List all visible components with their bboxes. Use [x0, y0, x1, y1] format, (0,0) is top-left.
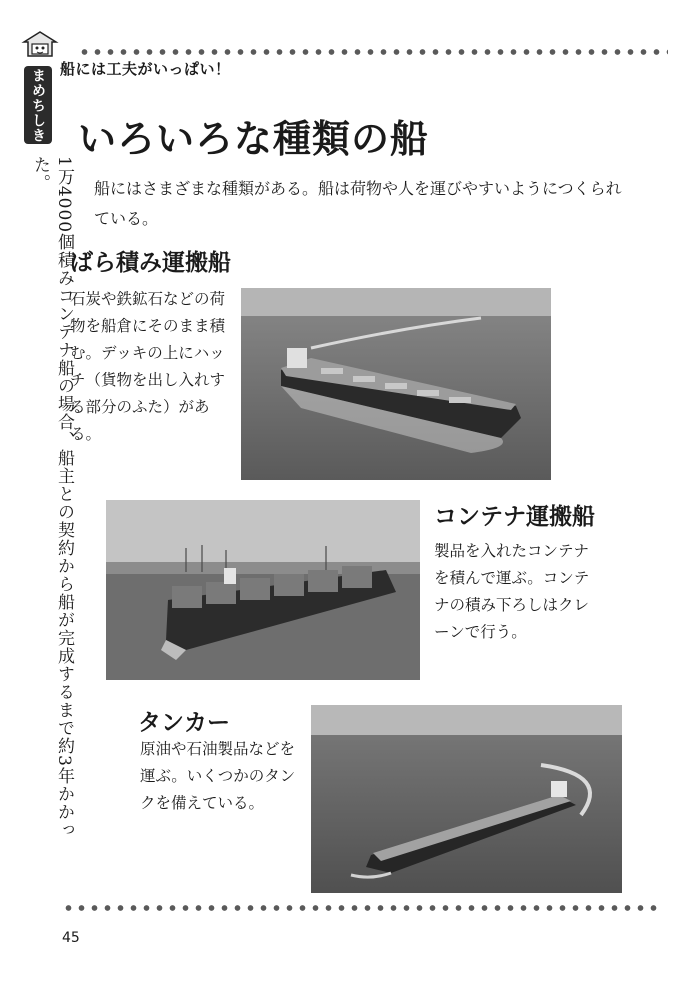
- category-badge: まめちしき: [24, 66, 52, 144]
- section-text-bulk-carrier: 石炭や鉄鉱石などの荷物を船倉にそのまま積む。デッキの上にハッチ（貨物を出し入れする部分のふた）がある。: [70, 290, 226, 443]
- section-heading-tanker: タンカー: [138, 710, 230, 736]
- dotted-divider-bottom: [62, 904, 662, 912]
- side-note: 1万4000個積みコンテナ船の場合、船主との契約から船が完成するまで約3年かかった。: [30, 156, 74, 839]
- section-text-tanker: 原油や石油製品などを運ぶ。いくつかのタンクを備えている。: [140, 740, 296, 812]
- header-title: 船には工夫がいっぱい！: [60, 60, 231, 78]
- intro-text: 船にはさまざまな種類がある。船は荷物や人を運びやすいようにつくられている。: [94, 179, 622, 228]
- section-heading-bulk-carrier: ばら積み運搬船: [70, 250, 231, 276]
- section-heading-container-ship: コンテナ運搬船: [434, 504, 595, 530]
- mascot-character-icon: [20, 28, 60, 60]
- tanker-photo: [311, 705, 622, 893]
- page-number: 45: [62, 930, 80, 946]
- container-ship-photo: [106, 500, 420, 680]
- section-text-container-ship: 製品を入れたコンテナを積んで運ぶ。コンテナの積み下ろしはクレーンで行う。: [434, 542, 590, 641]
- bulk-carrier-photo: [241, 288, 551, 480]
- dotted-divider-top: [78, 48, 668, 56]
- page-title: いろいろな種類の船: [78, 117, 430, 161]
